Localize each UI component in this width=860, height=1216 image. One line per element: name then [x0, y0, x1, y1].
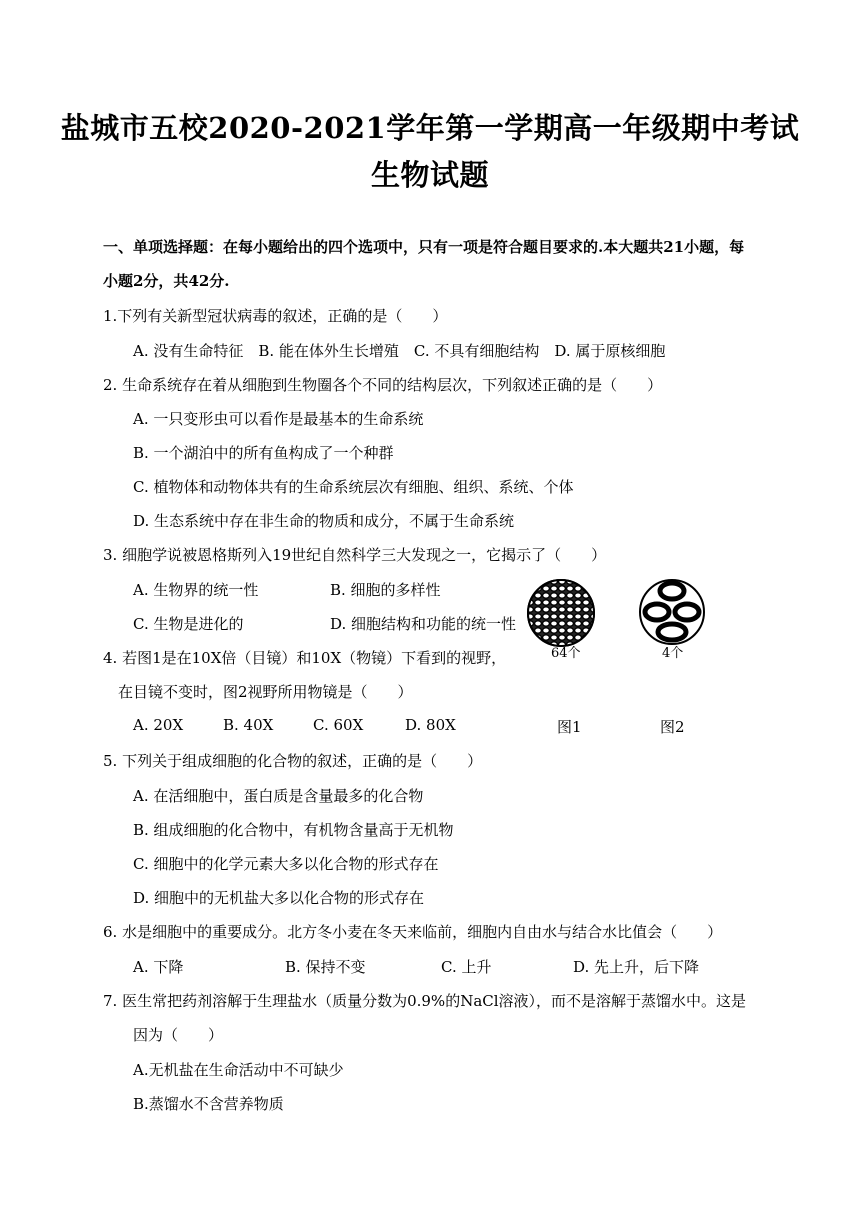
q4-option-c: C. 60X: [313, 716, 364, 734]
q7-option-a: A.无机盐在生命活动中不可缺少: [133, 1061, 344, 1079]
q4-option-d: D. 80X: [405, 716, 456, 734]
figure2-microscope-field: [638, 578, 706, 646]
q3-stem: 3. 细胞学说被恩格斯列入19世纪自然科学三大发现之一，它揭示了（ ）: [103, 546, 607, 564]
figure2-count: 4个: [662, 646, 684, 661]
figure1-microscope-field: [526, 578, 596, 648]
q6-option-d: D. 先上升，后下降: [573, 958, 700, 976]
q3-option-d: D. 细胞结构和功能的统一性: [330, 615, 517, 633]
figure1-count: 64个: [551, 646, 581, 661]
q2-option-b: B. 一个湖泊中的所有鱼构成了一个种群: [133, 444, 394, 462]
q2-option-a: A. 一只变形虫可以看作是最基本的生命系统: [133, 410, 424, 428]
exam-title: 盐城市五校2020-2021学年第一学期高一年级期中考试: [60, 111, 800, 145]
q5-option-b: B. 组成细胞的化合物中，有机物含量高于无机物: [133, 821, 454, 839]
q7-stem-line2: 因为（ ）: [133, 1026, 224, 1044]
q6-stem: 6. 水是细胞中的重要成分。北方冬小麦在冬天来临前，细胞内自由水与结合水比值会（ ）: [103, 923, 723, 941]
q2-option-c: C. 植物体和动物体共有的生命系统层次有细胞、组织、系统、个体: [133, 478, 574, 496]
q6-option-c: C. 上升: [441, 958, 492, 976]
q1-options: A. 没有生命特征 B. 能在体外生长增殖 C. 不具有细胞结构 D. 属于原核细胞: [133, 342, 666, 360]
q4-stem-line1: 4. 若图1是在10X倍（目镜）和10X（物镜）下看到的视野，: [103, 649, 507, 667]
q5-option-d: D. 细胞中的无机盐大多以化合物的形式存在: [133, 889, 425, 907]
figure2-caption: 图2: [660, 718, 685, 736]
q5-option-c: C. 细胞中的化学元素大多以化合物的形式存在: [133, 855, 439, 873]
q2-stem: 2. 生命系统存在着从细胞到生物圈各个不同的结构层次，下列叙述正确的是（ ）: [103, 376, 663, 394]
q7-option-b: B.蒸馏水不含营养物质: [133, 1095, 284, 1113]
q4-stem-line2: 在目镜不变时，图2视野所用物镜是（ ）: [118, 683, 413, 701]
section-instructions-line2: 小题2分，共42分.: [103, 272, 230, 290]
q1-stem: 1.下列有关新型冠状病毒的叙述，正确的是（ ）: [103, 307, 448, 325]
section-instructions-line1: 一、单项选择题：在每小题给出的四个选项中，只有一项是符合题目要求的.本大题共21小题，每: [103, 238, 745, 256]
q5-option-a: A. 在活细胞中，蛋白质是含量最多的化合物: [133, 787, 424, 805]
q4-option-a: A. 20X: [133, 716, 184, 734]
q2-option-d: D. 生态系统中存在非生命的物质和成分，不属于生命系统: [133, 512, 515, 530]
exam-subtitle: 生物试题: [370, 158, 489, 192]
q7-stem-line1: 7. 医生常把药剂溶解于生理盐水（质量分数为0.9%的NaCl溶液），而不是溶解于蒸馏水中。这是: [103, 992, 747, 1010]
q3-option-a: A. 生物界的统一性: [133, 581, 259, 599]
q6-option-a: A. 下降: [133, 958, 184, 976]
q4-option-b: B. 40X: [223, 716, 274, 734]
figure1-caption: 图1: [557, 718, 582, 736]
q6-option-b: B. 保持不变: [285, 958, 366, 976]
q3-option-b: B. 细胞的多样性: [330, 581, 441, 599]
q5-stem: 5. 下列关于组成细胞的化合物的叙述，正确的是（ ）: [103, 752, 483, 770]
q3-option-c: C. 生物是进化的: [133, 615, 244, 633]
